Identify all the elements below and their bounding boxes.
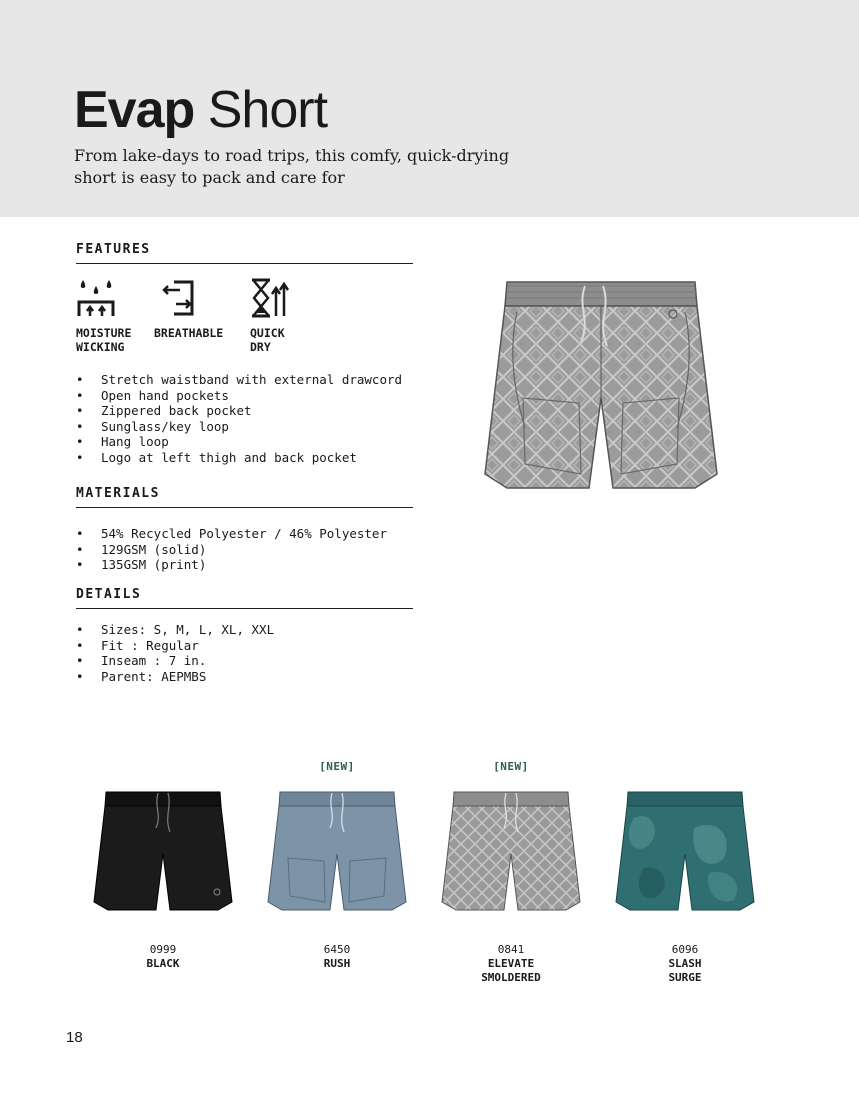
color-code: 6096 [671, 943, 699, 956]
color-code: 0999 [149, 943, 177, 956]
list-item: • 135GSM (print) [76, 557, 387, 573]
colorway-label [451, 943, 571, 985]
list-item: • Sunglass/key loop [76, 419, 402, 435]
list-item: • Fit : Regular [76, 638, 274, 654]
feature-breathable [154, 278, 224, 340]
swatch-elevate-smoldered [440, 788, 582, 916]
page-number: 18 [66, 1029, 83, 1046]
quick-dry-icon [250, 278, 290, 318]
materials-heading: MATERIALS [76, 486, 413, 508]
materials-list [76, 526, 387, 573]
list-item: • Zippered back pocket [76, 403, 402, 419]
swatch-rush [266, 788, 408, 916]
page-title [74, 80, 327, 140]
title-light: Short [207, 81, 328, 139]
feature-quick-dry [250, 278, 290, 354]
details-list [76, 622, 274, 684]
list-item: • Open hand pockets [76, 388, 402, 404]
feature-label: MOISTURE WICKING [76, 326, 132, 354]
swatch-black [92, 788, 234, 916]
new-badge: [NEW] [319, 760, 355, 773]
color-name: BLACK [146, 957, 180, 970]
list-item: • Parent: AEPMBS [76, 669, 274, 685]
breathable-icon [162, 278, 202, 318]
features-list [76, 372, 402, 466]
swatch-slash-surge [614, 788, 756, 916]
product-description: From lake-days to road trips, this comfy, quick-drying short is easy to pack and care for [74, 146, 510, 187]
color-code: 0841 [497, 943, 525, 956]
colorway-label [277, 943, 397, 971]
details-heading: DETAILS [76, 587, 413, 609]
new-badge: [NEW] [493, 760, 529, 773]
features-heading: FEATURES [76, 242, 413, 264]
list-item: • 54% Recycled Polyester / 46% Polyester [76, 526, 387, 542]
feature-moisture-wicking [76, 278, 132, 354]
list-item: • 129GSM (solid) [76, 542, 387, 558]
color-code: 6450 [323, 943, 351, 956]
colorway-label [625, 943, 745, 985]
title-bold: Evap [74, 81, 195, 139]
color-name: SLASH SURGE [668, 957, 702, 984]
list-item: • Hang loop [76, 434, 402, 450]
color-name: RUSH [323, 957, 351, 970]
color-name: ELEVATE SMOLDERED [481, 957, 541, 984]
moisture-wicking-icon [76, 278, 116, 318]
colorway-label [103, 943, 223, 971]
feature-label: QUICK DRY [250, 326, 285, 354]
list-item: • Logo at left thigh and back pocket [76, 450, 402, 466]
list-item: • Sizes: S, M, L, XL, XXL [76, 622, 274, 638]
feature-label: BREATHABLE [154, 326, 224, 340]
list-item: • Inseam : 7 in. [76, 653, 274, 669]
list-item: • Stretch waistband with external drawcord [76, 372, 402, 388]
hero-short-illustration [481, 278, 721, 498]
